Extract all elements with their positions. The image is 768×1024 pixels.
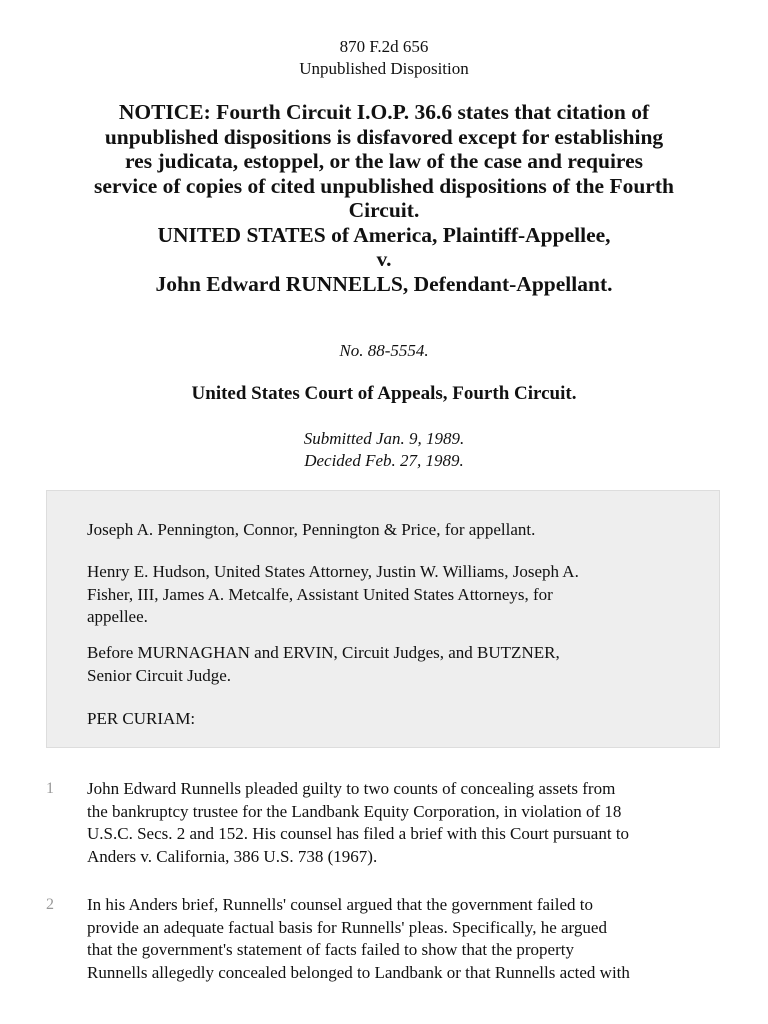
citation-disposition: Unpublished Disposition [299, 59, 469, 78]
case-title [40, 100, 728, 296]
appellee-counsel [87, 561, 687, 629]
paragraph-number: 2 [46, 896, 54, 913]
paragraph-line: that the government's statement of facts failed to show that the property [87, 940, 574, 959]
case-dates [0, 428, 768, 472]
versus-line: v. [376, 247, 392, 271]
paragraph-number: 1 [46, 780, 54, 797]
paragraph-line: provide an adequate factual basis for Runnells' pleas. Specifically, he argued [87, 917, 607, 937]
decided-date: Decided Feb. 27, 1989. [304, 451, 464, 470]
defendant-line: John Edward RUNNELLS, Defendant-Appellant. [155, 271, 613, 296]
appellant-counsel [87, 519, 687, 542]
notice-line: res judicata, estoppel, or the law of the case and requires [125, 149, 643, 173]
notice-line: Circuit. [348, 198, 420, 222]
panel-line: Before MURNAGHAN and ERVIN, Circuit Judges, and BUTZNER, [87, 643, 560, 662]
plaintiff-line: UNITED STATES of America, Plaintiff-Appellee, [157, 222, 611, 247]
paragraph-line: Runnells allegedly concealed belonged to Landbank or that Runnells acted with [87, 962, 630, 982]
notice-line: unpublished dispositions is disfavored except for establishing [104, 124, 664, 149]
paragraph-text [87, 894, 727, 984]
paragraph-line: Anders v. California, 386 U.S. 738 (1967). [87, 846, 378, 866]
notice-line: NOTICE: Fourth Circuit I.O.P. 36.6 states that citation of [118, 100, 650, 124]
judges-panel [87, 642, 687, 687]
submitted-date: Submitted Jan. 9, 1989. [303, 429, 465, 448]
counsel-panel [46, 490, 720, 748]
paragraph-text [87, 778, 727, 868]
panel-line: Fisher, III, James A. Metcalfe, Assistant United States Attorneys, for [87, 584, 553, 604]
panel-line: Joseph A. Pennington, Connor, Pennington & Price, for appellant. [87, 520, 536, 539]
citation-reporter: 870 F.2d 656 [339, 37, 429, 56]
paragraph-line: the bankruptcy trustee for the Landbank Equity Corporation, in violation of 18 [87, 801, 622, 821]
paragraph-line: John Edward Runnells pleaded guilty to two counts of concealing assets from [87, 779, 616, 798]
case-citation [0, 36, 768, 80]
per-curiam [87, 708, 687, 731]
panel-line: PER CURIAM: [87, 709, 196, 728]
panel-line: Senior Circuit Judge. [87, 665, 232, 685]
panel-line: Henry E. Hudson, United States Attorney, Justin W. Williams, Joseph A. [87, 562, 579, 581]
paragraph-line: U.S.C. Secs. 2 and 152. His counsel has filed a brief with this Court pursuant to [87, 824, 630, 843]
paragraph-line: In his Anders brief, Runnells' counsel argued that the government failed to [87, 895, 594, 914]
panel-line: appellee. [87, 607, 148, 626]
notice-line: service of copies of cited unpublished dispositions of the Fourth [94, 173, 674, 198]
docket-number: No. 88-5554. [339, 341, 429, 360]
court-name: United States Court of Appeals, Fourth Circuit. [191, 383, 577, 404]
